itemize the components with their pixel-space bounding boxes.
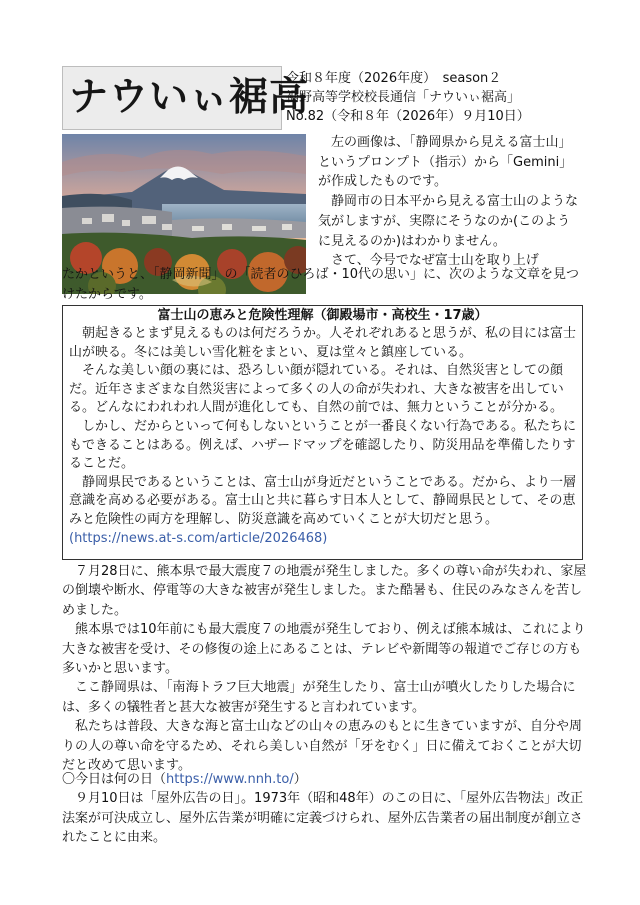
intro-paragraph: 静岡市の日本平から見える富士山のような気がしますが、実際にそうなのか(このように見えるのか)はわかりません。 <box>318 194 579 249</box>
intro-paragraph: さて、今号でなぜ富士山を取り上げ <box>331 253 539 269</box>
quote-paragraph: そんな美しい顔の裏には、恐ろしい顔が隠れている。それは、自然災害としての顔だ。近年さまざまな自然災害によって多くの人の命が失われ、大きな被害を出している。どんなにわれわれ人間が進化しても、自然の前では、無力ということが分かる。 <box>69 363 564 416</box>
today-heading-prefix: 〇今日は何の日（ <box>62 772 167 787</box>
body-paragraph: ７月28日に、熊本県で最大震度７の地震が発生しました。多くの尊い命が失われ、家屋の倒壊や断水、停電等の大きな被害が発生しました。また酷暑も、住民のみなさんを苦しめました。 <box>62 564 587 618</box>
intro-continuation-text: たかというと、「静岡新聞」の「読者のひろば・10代の思い」に、次のような文章を見つけたからです。 <box>62 267 580 302</box>
intro-paragraph: 左の画像は、「静岡県から見える富士山」というプロンプト（指示）から「Gemini」が作成したものです。 <box>318 135 573 190</box>
body-paragraph: 私たちは普段、大きな海と富士山などの山々の恵みのもとに生きていますが、自分や周りの人の尊い命を守るため、それら美しい自然が「牙をむく」日に備えておくことが大切だと改めて思います。 <box>62 719 583 774</box>
quote-paragraph <box>69 474 576 548</box>
intro-continuation <box>62 265 587 304</box>
body-paragraph: ここ静岡県は、「南海トラフ巨大地震」が発生したり、富士山が噴火したりした場合には、多くの犠牲者と甚大な被害が発生すると言われています。 <box>62 680 576 715</box>
issue-header <box>286 69 616 126</box>
today-section <box>62 770 587 848</box>
quote-source-link[interactable]: (https://news.at-s.com/article/2026468) <box>69 530 328 546</box>
newsletter-name-line: 裾野高等学校校長通信「ナウいぃ裾高」 <box>286 90 521 105</box>
quote-paragraph-text: 静岡県民であるということは、富士山が身近だということである。だから、より一層意識を高める必要がある。富士山と共に暮らす日本人として、静岡県民として、その恵みと危険性の両方を理解し、防災意識を高めていくことが大切だと思う。 <box>69 474 577 527</box>
quote-paragraph: しかし、だからといって何もしないということが一番良くない行為である。私たちにもできることはある。例えば、ハザードマップを確認したり、防災用品を準備したりすることだ。 <box>69 418 577 472</box>
today-heading <box>62 770 587 789</box>
body-paragraph: 熊本県では10年前にも最大震度７の地震が発生しており、例えば熊本城は、これにより大きな被害を受け、その修復の途上にあることは、テレビや新聞等の報道でご存じの方も多いかと思います。 <box>62 622 586 677</box>
today-text: ９月10日は「屋外広告の日」。1973年（昭和48年）のこの日に、「屋外広告物法」改正法案が可決成立し、屋外広告業が明確に定義づけられ、屋外広告業者の届出制度が創立されたことに由来。 <box>62 791 584 846</box>
quote-title: 富士山の恵みと危険性理解（御殿場市・高校生・17歳） <box>157 308 488 323</box>
issue-number-line: No.82（令和８年（2026年）９月10日） <box>286 109 530 124</box>
today-source-link[interactable]: https://www.nnh.to/ <box>166 772 294 787</box>
newsletter-logo <box>62 66 310 130</box>
quote-paragraph: 朝起きるとまず見えるものは何だろうか。人それぞれあると思うが、私の目には富士山が映る。冬には美しい雪化粧をまとい、夏は堂々と鎮座している。 <box>69 326 577 360</box>
intro-text <box>318 133 580 271</box>
logo-text: ナウいぃ裾高 <box>69 75 310 120</box>
fiscal-year-line: 令和８年度（2026年度） season２ <box>286 71 502 86</box>
newspaper-quote-box <box>62 305 583 560</box>
main-body <box>62 562 587 775</box>
today-heading-suffix: ） <box>293 772 307 787</box>
